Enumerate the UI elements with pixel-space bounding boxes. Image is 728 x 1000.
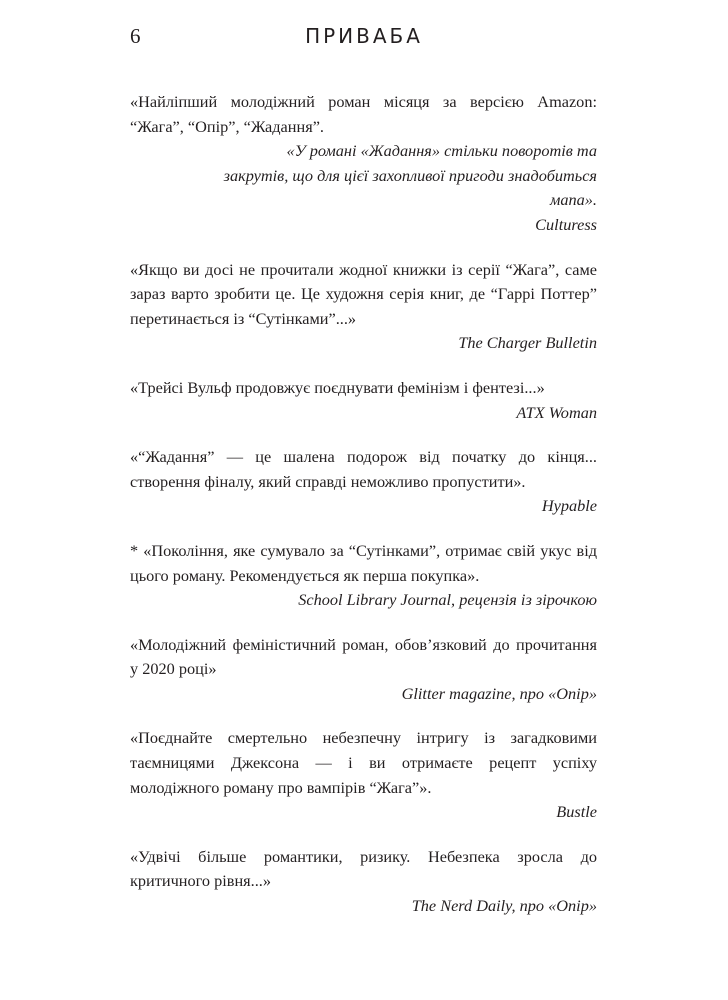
blurb-item (130, 376, 597, 425)
blurb-source: Bustle (556, 802, 597, 822)
page-number: 6 (130, 24, 141, 48)
blurb-source: The Charger Bulletin (458, 333, 597, 353)
blurb-quote: «Удвічі більше романтики, ризику. Небезпека зросла до критичного рівня...» (130, 846, 597, 891)
blurb-source: The Nerd Daily, про «Опір» (411, 896, 597, 916)
blurb-item (130, 726, 597, 824)
blurb-item (130, 845, 597, 919)
blurb-quote: «“Жадання” — це шалена подорож від початку до кінця... створення фіналу, який справді неможливо пропустити». (130, 447, 597, 491)
blurb-quote-italic: «У романі «Жадання» стільки поворотів та закрутів, що для цієї захопливої пригоди знадобиться мапа». (223, 141, 597, 210)
blurb-item (130, 633, 597, 707)
blurb-source: Hypable (541, 496, 597, 516)
blurb-quote: «Найліпший молодіжний роман місяця за версією Amazon: “Жага”, “Опір”, “Жадання”. (130, 92, 597, 136)
blurb-item (130, 90, 597, 238)
blurb-source: School Library Journal, рецензія із зірочкою (298, 590, 597, 610)
blurb-quote: «Трейсі Вульф продовжує поєднувати фемінізм і фентезі...» (130, 377, 545, 397)
blurb-item (130, 258, 597, 356)
blurb-quote: * «Покоління, яке сумувало за “Сутінками”, отримає свій укус від цього роману. Рекомендується як перша покупка». (130, 540, 597, 585)
blurb-item (130, 539, 597, 613)
blurb-quote: «Якщо ви досі не прочитали жодної книжки із серії “Жага”, саме зараз варто зробити це. Це художня серія книг, де “Гаррі Поттер” перетинається із “Сутінками”...» (130, 259, 597, 328)
blurbs-list (130, 90, 597, 939)
running-header: ПРИВАБА (305, 24, 423, 48)
blurb-source: Glitter magazine, про «Опір» (401, 683, 597, 703)
blurb-quote: «Молодіжний феміністичний роман, обов’язковий до прочитання у 2020 році» (130, 634, 597, 679)
blurb-source: Culturess (535, 214, 597, 234)
blurb-source: ATX Woman (516, 402, 597, 422)
blurb-quote: «Поєднайте смертельно небезпечну інтригу із загадковими таємницями Джексона — і ви отримаєте рецепт успіху молодіжного роману про вампірів “Жага”». (130, 728, 597, 797)
blurb-item (130, 445, 597, 519)
